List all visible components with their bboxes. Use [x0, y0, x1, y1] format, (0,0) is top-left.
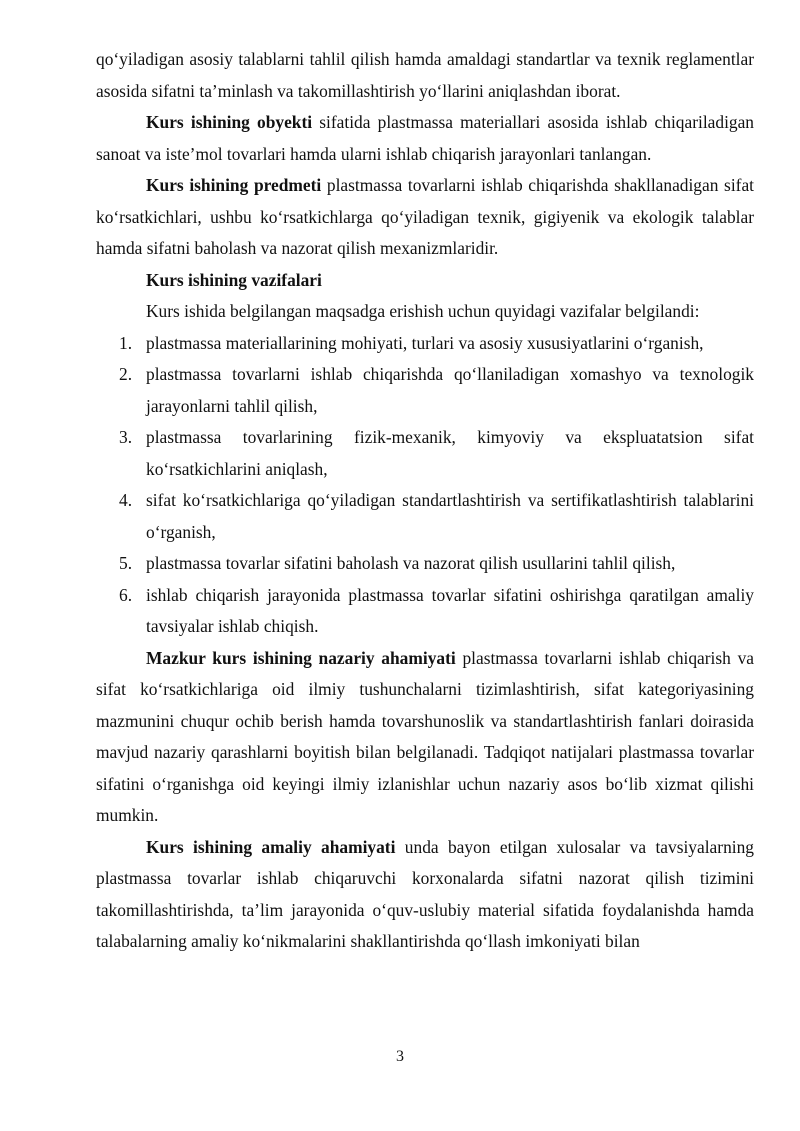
list-item [96, 580, 754, 643]
nazariy-heading: Mazkur kurs ishining nazariy ahamiyati [146, 647, 456, 668]
list-item-text: plastmassa tovarlarni ishlab chiqarishda qo‘llaniladigan xomashyo va texnologik jarayonlarni tahlil qilish, [146, 364, 754, 416]
vazifalar-heading-text: Kurs ishining vazifalari [146, 269, 322, 290]
list-item-number: 4. [119, 490, 133, 510]
paragraph-nazariy [96, 643, 754, 832]
list-item-number: 5. [119, 553, 133, 573]
amaliy-text: unda bayon etilgan xulosalar va tavsiyalarning plastmassa tovarlar ishlab chiqaruvchi korxonalarda sifatni nazorat qilish tizimini takomillashtirishda, ta’lim jarayonida o‘quv-uslubiy material sifatida foydalanishda hamda talabalarning amaliy ko‘nikmalarini shakllantirishda qo‘llash imkoniyati bilan [96, 836, 754, 951]
nazariy-text: plastmassa tovarlarni ishlab chiqarish va sifat ko‘rsatkichlariga oid ilmiy tushunchalarni tizimlashtirish, sifat kategoriyasining mazmunini chuqur ochib berish hamda tovarshunoslik va standartlashtirish fanlari doirasida mavjud nazariy qarashlarni boyitish bilan belgilanadi. Tadqiqot natijalari plastmassa tovarlar sifatini o‘rganishga oid keyingi ilmiy izlanishlar uchun nazariy asos bo‘lib xizmat qilishi mumkin. [96, 647, 754, 825]
paragraph-amaliy [96, 832, 754, 958]
paragraph-predmet [96, 170, 754, 265]
list-item-text: ishlab chiqarish jarayonida plastmassa tovarlar sifatini oshirishga qaratilgan amaliy tavsiyalar ishlab chiqish. [146, 584, 754, 636]
amaliy-heading: Kurs ishining amaliy ahamiyati [146, 836, 396, 857]
obyekt-text: sifatida plastmassa materiallari asosida ishlab chiqariladigan sanoat va iste’mol tovarlari hamda ularni ishlab chiqarish jarayonlari tanlangan. [96, 112, 755, 164]
list-item-text: plastmassa tovarlarining fizik-mexanik, kimyoviy va ekspluatatsion sifat ko‘rsatkichlarini aniqlash, [146, 427, 754, 479]
list-item-text: plastmassa materiallarining mohiyati, turlari va asosiy xususiyatlarini o‘rganish, [146, 332, 704, 353]
document-page [96, 44, 754, 958]
list-item [96, 422, 754, 485]
list-item [96, 328, 754, 360]
vazifalar-list [96, 328, 754, 643]
predmet-heading: Kurs ishining predmeti [146, 175, 322, 195]
list-item [96, 485, 754, 548]
list-item-number: 3. [119, 427, 133, 447]
page-number: 3 [396, 1048, 404, 1065]
paragraph-intro-tail: qo‘yiladigan asosiy talablarni tahlil qilish hamda amaldagi standartlar va texnik reglamentlar asosida sifatni ta’minlash va takomillashtirish yo‘llarini aniqlashdan iborat. [96, 49, 754, 101]
list-item-number: 1. [119, 332, 133, 353]
list-item-number: 2. [119, 364, 133, 384]
paragraph-obyekt [96, 107, 754, 170]
vazifalar-intro: Kurs ishida belgilangan maqsadga erishish uchun quyidagi vazifalar belgilandi: [146, 301, 700, 321]
list-item-text: sifat ko‘rsatkichlariga qo‘yiladigan standartlashtirish va sertifikatlashtirish talablarini o‘rganish, [146, 490, 754, 542]
list-item-text: plastmassa tovarlar sifatini baholash va nazorat qilish usullarini tahlil qilish, [146, 553, 676, 573]
list-item-number: 6. [119, 584, 133, 605]
obyekt-heading: Kurs ishining obyekti [146, 112, 313, 132]
predmet-text: plastmassa tovarlarni ishlab chiqarishda shakllanadigan sifat ko‘rsatkichlari, ushbu ko‘rsatkichlarga qo‘yiladigan texnik, gigiyenik va ekologik talablar hamda sifatni baholash va nazorat qilish mexanizmlaridir. [96, 175, 755, 258]
list-item [96, 548, 754, 580]
vazifalar-heading [96, 265, 754, 297]
list-item [96, 359, 754, 422]
